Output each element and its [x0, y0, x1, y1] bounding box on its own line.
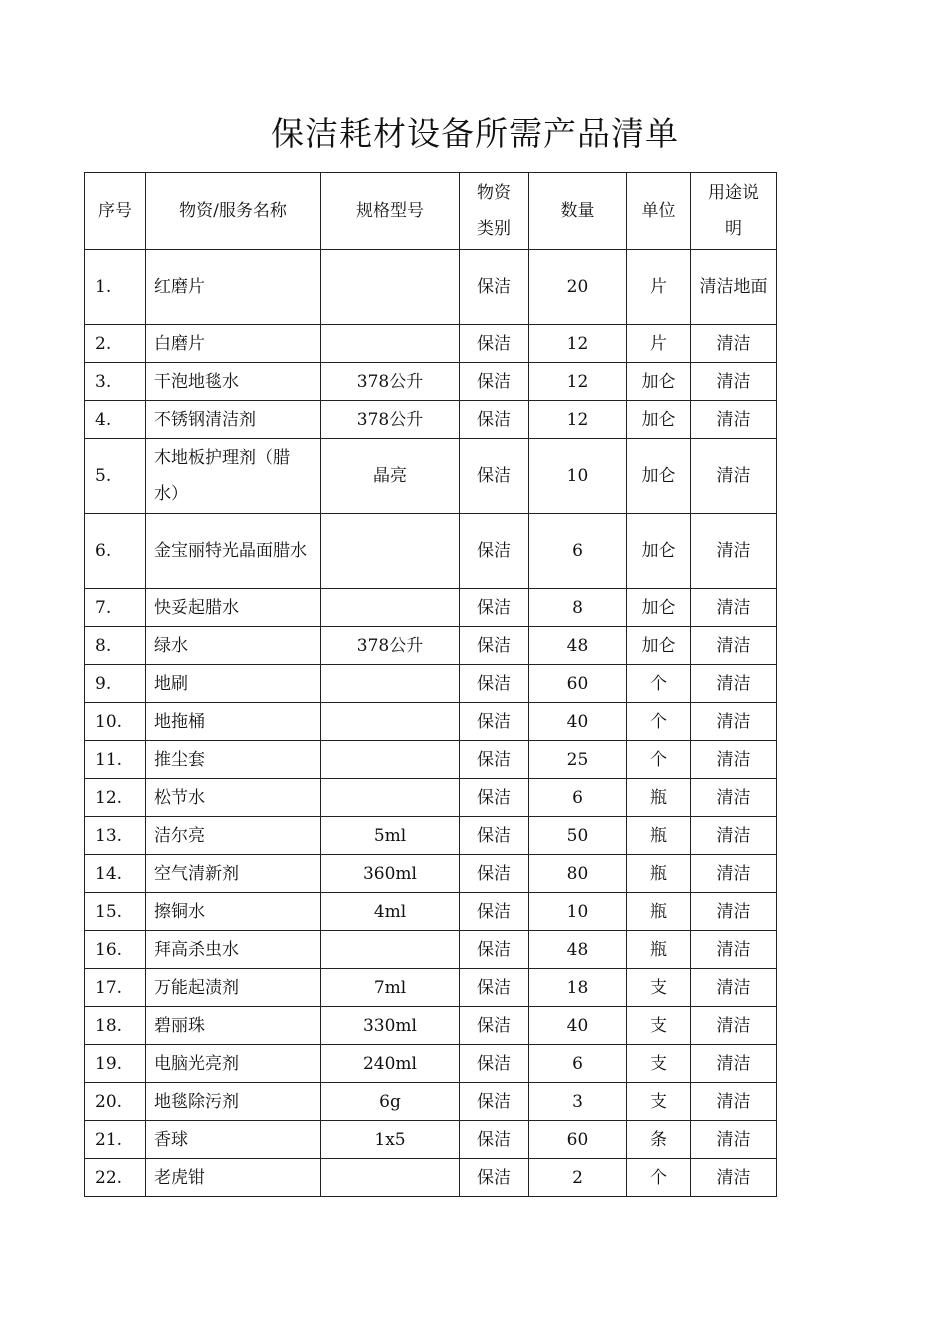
cell-category: 保洁 — [460, 1083, 529, 1121]
table-row — [85, 363, 777, 401]
cell-category: 保洁 — [460, 1045, 529, 1083]
table-row — [85, 514, 777, 589]
cell-name: 万能起渍剂 — [146, 969, 321, 1007]
cell-name: 快妥起腊水 — [146, 589, 321, 627]
cell-quantity: 25 — [529, 741, 627, 779]
cell-name: 绿水 — [146, 627, 321, 665]
cell-purpose: 清洁 — [691, 665, 777, 703]
header-category-line1: 物资 — [477, 183, 511, 203]
product-list-table — [84, 172, 777, 1197]
cell-unit: 个 — [627, 665, 691, 703]
cell-spec: 378公升 — [321, 627, 460, 665]
cell-index: 15. — [85, 893, 146, 931]
cell-unit: 个 — [627, 703, 691, 741]
cell-quantity: 6 — [529, 514, 627, 589]
header-quantity: 数量 — [529, 173, 627, 250]
table-row — [85, 1045, 777, 1083]
cell-purpose: 清洁 — [691, 589, 777, 627]
cell-category: 保洁 — [460, 931, 529, 969]
cell-name: 碧丽珠 — [146, 1007, 321, 1045]
cell-index: 18. — [85, 1007, 146, 1045]
cell-category: 保洁 — [460, 250, 529, 325]
cell-purpose: 清洁 — [691, 325, 777, 363]
header-spec: 规格型号 — [321, 173, 460, 250]
cell-purpose: 清洁 — [691, 931, 777, 969]
cell-unit: 瓶 — [627, 893, 691, 931]
table-row — [85, 250, 777, 325]
cell-quantity: 40 — [529, 703, 627, 741]
table-row — [85, 893, 777, 931]
cell-name: 擦铜水 — [146, 893, 321, 931]
cell-category: 保洁 — [460, 779, 529, 817]
cell-unit: 瓶 — [627, 931, 691, 969]
cell-spec — [321, 325, 460, 363]
table-row — [85, 665, 777, 703]
cell-purpose: 清洁 — [691, 627, 777, 665]
table-row — [85, 855, 777, 893]
cell-unit: 支 — [627, 1045, 691, 1083]
cell-purpose: 清洁 — [691, 1121, 777, 1159]
cell-quantity: 12 — [529, 325, 627, 363]
cell-purpose: 清洁 — [691, 703, 777, 741]
cell-category: 保洁 — [460, 703, 529, 741]
table-row — [85, 1159, 777, 1197]
cell-category: 保洁 — [460, 969, 529, 1007]
cell-unit: 条 — [627, 1121, 691, 1159]
cell-unit: 加仑 — [627, 589, 691, 627]
cell-quantity: 60 — [529, 1121, 627, 1159]
cell-quantity: 6 — [529, 1045, 627, 1083]
cell-index: 20. — [85, 1083, 146, 1121]
cell-quantity: 40 — [529, 1007, 627, 1045]
cell-unit: 瓶 — [627, 779, 691, 817]
cell-unit: 片 — [627, 325, 691, 363]
cell-index: 14. — [85, 855, 146, 893]
cell-spec: 378公升 — [321, 363, 460, 401]
cell-quantity: 6 — [529, 779, 627, 817]
table-row — [85, 741, 777, 779]
cell-index: 5. — [85, 439, 146, 514]
header-purpose — [691, 173, 777, 250]
cell-category: 保洁 — [460, 1007, 529, 1045]
cell-unit: 加仑 — [627, 401, 691, 439]
cell-purpose: 清洁 — [691, 439, 777, 514]
cell-index: 19. — [85, 1045, 146, 1083]
cell-name: 不锈钢清洁剂 — [146, 401, 321, 439]
cell-quantity: 80 — [529, 855, 627, 893]
cell-quantity: 10 — [529, 893, 627, 931]
table-row — [85, 325, 777, 363]
cell-index: 17. — [85, 969, 146, 1007]
cell-purpose: 清洁 — [691, 1159, 777, 1197]
cell-name: 金宝丽特光晶面腊水 — [146, 514, 321, 589]
cell-index: 7. — [85, 589, 146, 627]
cell-category: 保洁 — [460, 741, 529, 779]
header-purpose-line1: 用途说 — [708, 183, 759, 203]
cell-spec — [321, 665, 460, 703]
table-row — [85, 401, 777, 439]
cell-unit: 瓶 — [627, 855, 691, 893]
cell-purpose: 清洁 — [691, 969, 777, 1007]
cell-category: 保洁 — [460, 1121, 529, 1159]
cell-category: 保洁 — [460, 589, 529, 627]
cell-index: 3. — [85, 363, 146, 401]
header-purpose-line2: 明 — [725, 219, 742, 239]
cell-unit: 个 — [627, 1159, 691, 1197]
cell-name: 干泡地毯水 — [146, 363, 321, 401]
cell-index: 6. — [85, 514, 146, 589]
cell-category: 保洁 — [460, 439, 529, 514]
cell-spec: 330ml — [321, 1007, 460, 1045]
cell-category: 保洁 — [460, 665, 529, 703]
cell-name: 木地板护理剂（腊水） — [146, 439, 321, 514]
cell-index: 2. — [85, 325, 146, 363]
cell-spec — [321, 1159, 460, 1197]
cell-unit: 加仑 — [627, 363, 691, 401]
cell-quantity: 60 — [529, 665, 627, 703]
cell-index: 13. — [85, 817, 146, 855]
header-category-line2: 类别 — [477, 219, 511, 239]
cell-index: 9. — [85, 665, 146, 703]
cell-unit: 支 — [627, 1083, 691, 1121]
cell-purpose: 清洁 — [691, 817, 777, 855]
table-row — [85, 969, 777, 1007]
cell-spec: 6g — [321, 1083, 460, 1121]
table-row — [85, 817, 777, 855]
cell-index: 21. — [85, 1121, 146, 1159]
cell-index: 8. — [85, 627, 146, 665]
cell-name: 洁尔亮 — [146, 817, 321, 855]
cell-unit: 支 — [627, 1007, 691, 1045]
cell-spec: 1x5 — [321, 1121, 460, 1159]
cell-spec — [321, 741, 460, 779]
cell-purpose: 清洁 — [691, 893, 777, 931]
cell-spec: 4ml — [321, 893, 460, 931]
cell-quantity: 12 — [529, 401, 627, 439]
table-row — [85, 1121, 777, 1159]
cell-purpose: 清洁 — [691, 363, 777, 401]
table-row — [85, 589, 777, 627]
cell-quantity: 50 — [529, 817, 627, 855]
cell-unit: 片 — [627, 250, 691, 325]
cell-category: 保洁 — [460, 363, 529, 401]
table-row — [85, 779, 777, 817]
cell-unit: 支 — [627, 969, 691, 1007]
cell-quantity: 20 — [529, 250, 627, 325]
cell-category: 保洁 — [460, 893, 529, 931]
table-row — [85, 1007, 777, 1045]
table-row — [85, 703, 777, 741]
cell-unit: 加仑 — [627, 514, 691, 589]
header-unit: 单位 — [627, 173, 691, 250]
cell-spec — [321, 931, 460, 969]
cell-quantity: 3 — [529, 1083, 627, 1121]
cell-purpose: 清洁 — [691, 401, 777, 439]
cell-unit: 个 — [627, 741, 691, 779]
cell-purpose: 清洁 — [691, 1083, 777, 1121]
table-header-row — [85, 173, 777, 250]
cell-unit: 瓶 — [627, 817, 691, 855]
cell-spec: 7ml — [321, 969, 460, 1007]
cell-spec — [321, 703, 460, 741]
cell-unit: 加仑 — [627, 627, 691, 665]
cell-purpose: 清洁 — [691, 741, 777, 779]
cell-category: 保洁 — [460, 1159, 529, 1197]
cell-purpose: 清洁 — [691, 855, 777, 893]
cell-name: 松节水 — [146, 779, 321, 817]
cell-index: 10. — [85, 703, 146, 741]
cell-category: 保洁 — [460, 514, 529, 589]
cell-category: 保洁 — [460, 855, 529, 893]
cell-name: 空气清新剂 — [146, 855, 321, 893]
cell-index: 22. — [85, 1159, 146, 1197]
cell-spec: 378公升 — [321, 401, 460, 439]
cell-spec — [321, 589, 460, 627]
cell-spec — [321, 250, 460, 325]
cell-index: 11. — [85, 741, 146, 779]
cell-name: 地拖桶 — [146, 703, 321, 741]
cell-spec — [321, 514, 460, 589]
cell-purpose: 清洁 — [691, 1007, 777, 1045]
cell-spec: 240ml — [321, 1045, 460, 1083]
cell-spec: 360ml — [321, 855, 460, 893]
cell-quantity: 48 — [529, 627, 627, 665]
cell-spec — [321, 779, 460, 817]
cell-index: 12. — [85, 779, 146, 817]
cell-name: 香球 — [146, 1121, 321, 1159]
cell-quantity: 48 — [529, 931, 627, 969]
cell-name: 老虎钳 — [146, 1159, 321, 1197]
cell-spec: 晶亮 — [321, 439, 460, 514]
cell-name: 拜高杀虫水 — [146, 931, 321, 969]
cell-purpose: 清洁 — [691, 514, 777, 589]
table-row — [85, 439, 777, 514]
cell-category: 保洁 — [460, 627, 529, 665]
cell-quantity: 2 — [529, 1159, 627, 1197]
cell-spec: 5ml — [321, 817, 460, 855]
cell-name: 白磨片 — [146, 325, 321, 363]
cell-index: 16. — [85, 931, 146, 969]
table-row — [85, 627, 777, 665]
page-title: 保洁耗材设备所需产品清单 — [271, 114, 679, 153]
cell-quantity: 8 — [529, 589, 627, 627]
cell-quantity: 10 — [529, 439, 627, 514]
header-index: 序号 — [85, 173, 146, 250]
header-name: 物资/服务名称 — [146, 173, 321, 250]
header-category — [460, 173, 529, 250]
cell-unit: 加仑 — [627, 439, 691, 514]
cell-index: 4. — [85, 401, 146, 439]
cell-purpose: 清洁 — [691, 1045, 777, 1083]
cell-index: 1. — [85, 250, 146, 325]
cell-category: 保洁 — [460, 817, 529, 855]
table-row — [85, 931, 777, 969]
cell-quantity: 12 — [529, 363, 627, 401]
cell-name: 红磨片 — [146, 250, 321, 325]
cell-name: 地毯除污剂 — [146, 1083, 321, 1121]
cell-category: 保洁 — [460, 325, 529, 363]
cell-purpose: 清洁 — [691, 779, 777, 817]
table-row — [85, 1083, 777, 1121]
cell-category: 保洁 — [460, 401, 529, 439]
cell-name: 推尘套 — [146, 741, 321, 779]
cell-name: 地刷 — [146, 665, 321, 703]
cell-quantity: 18 — [529, 969, 627, 1007]
cell-purpose: 清洁地面 — [691, 250, 777, 325]
cell-name: 电脑光亮剂 — [146, 1045, 321, 1083]
